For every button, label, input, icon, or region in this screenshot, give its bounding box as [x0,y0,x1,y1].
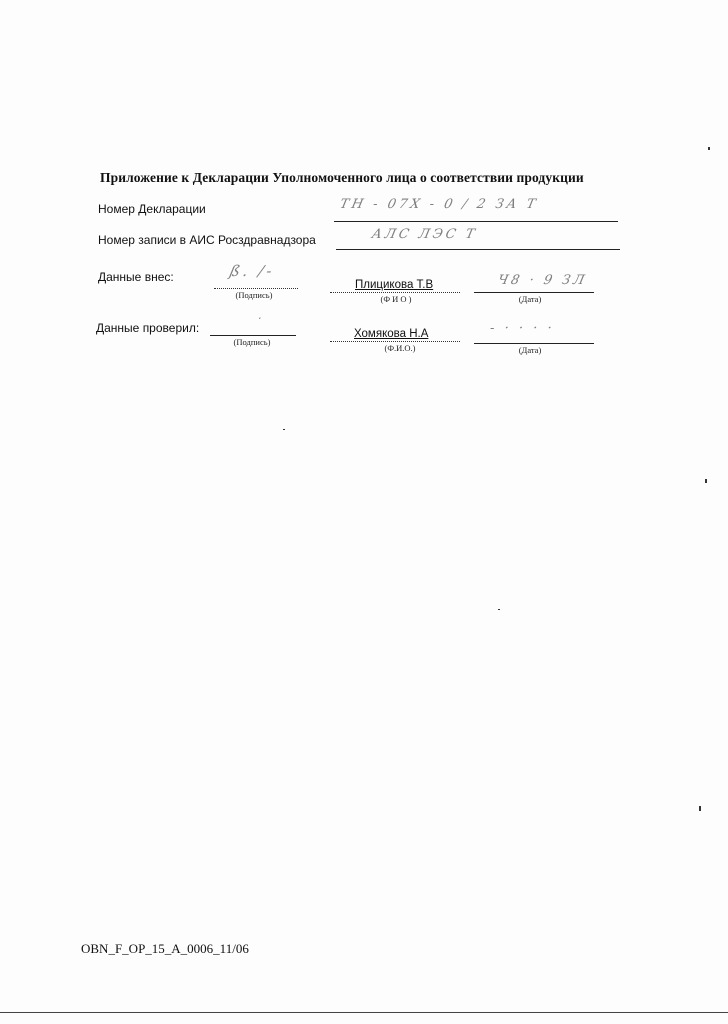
scan-speck [705,479,707,483]
scan-speck [498,609,500,610]
ais-record-label: Номер записи в АИС Росздравнадзора [98,233,316,247]
entered-signature: ß. /- [228,262,277,280]
document-title: Приложение к Декларации Уполномоченного лица о соответствии продукции [100,170,584,185]
checked-date-caption: (Дата) [518,345,542,355]
checked-signature: · [256,312,266,325]
form-code: OBN_F_OP_15_A_0006_11/06 [81,941,249,956]
declaration-number-label: Номер Декларации [98,202,206,216]
checked-name-caption: (Ф.И.О.) [384,343,416,353]
declaration-number-handwritten: ТН - 07Х - 0 / 2 ЗА Т [338,197,540,212]
entered-by-label: Данные внес: [98,270,174,284]
checked-by-label: Данные проверил: [96,321,200,335]
scan-speck [699,806,701,811]
entered-signature-caption: (Подпись) [235,290,273,300]
entered-by-name: Плицикова Т.В [355,279,434,291]
declaration-number-line [334,221,618,222]
entered-date: Ч8 · 9 ЗЛ [496,273,589,288]
entered-date-caption: (Дата) [518,294,542,304]
scan-speck [708,147,710,150]
scan-speck [283,429,285,430]
checked-by-name: Хомякова Н.А [354,328,429,340]
scan-edge-line [0,1012,728,1013]
checked-signature-line [210,335,296,336]
entered-signature-line [214,288,298,289]
entered-name-line [330,292,460,293]
entered-date-line [474,292,594,293]
ais-record-handwritten: АЛС ЛЭС Т [370,227,479,242]
ais-record-line [336,249,620,250]
checked-signature-caption: (Подпись) [233,337,271,347]
checked-date: - · · · · [488,321,557,336]
checked-name-line [330,341,460,342]
checked-date-line [474,343,594,344]
entered-name-caption: (Ф И О ) [380,294,412,304]
